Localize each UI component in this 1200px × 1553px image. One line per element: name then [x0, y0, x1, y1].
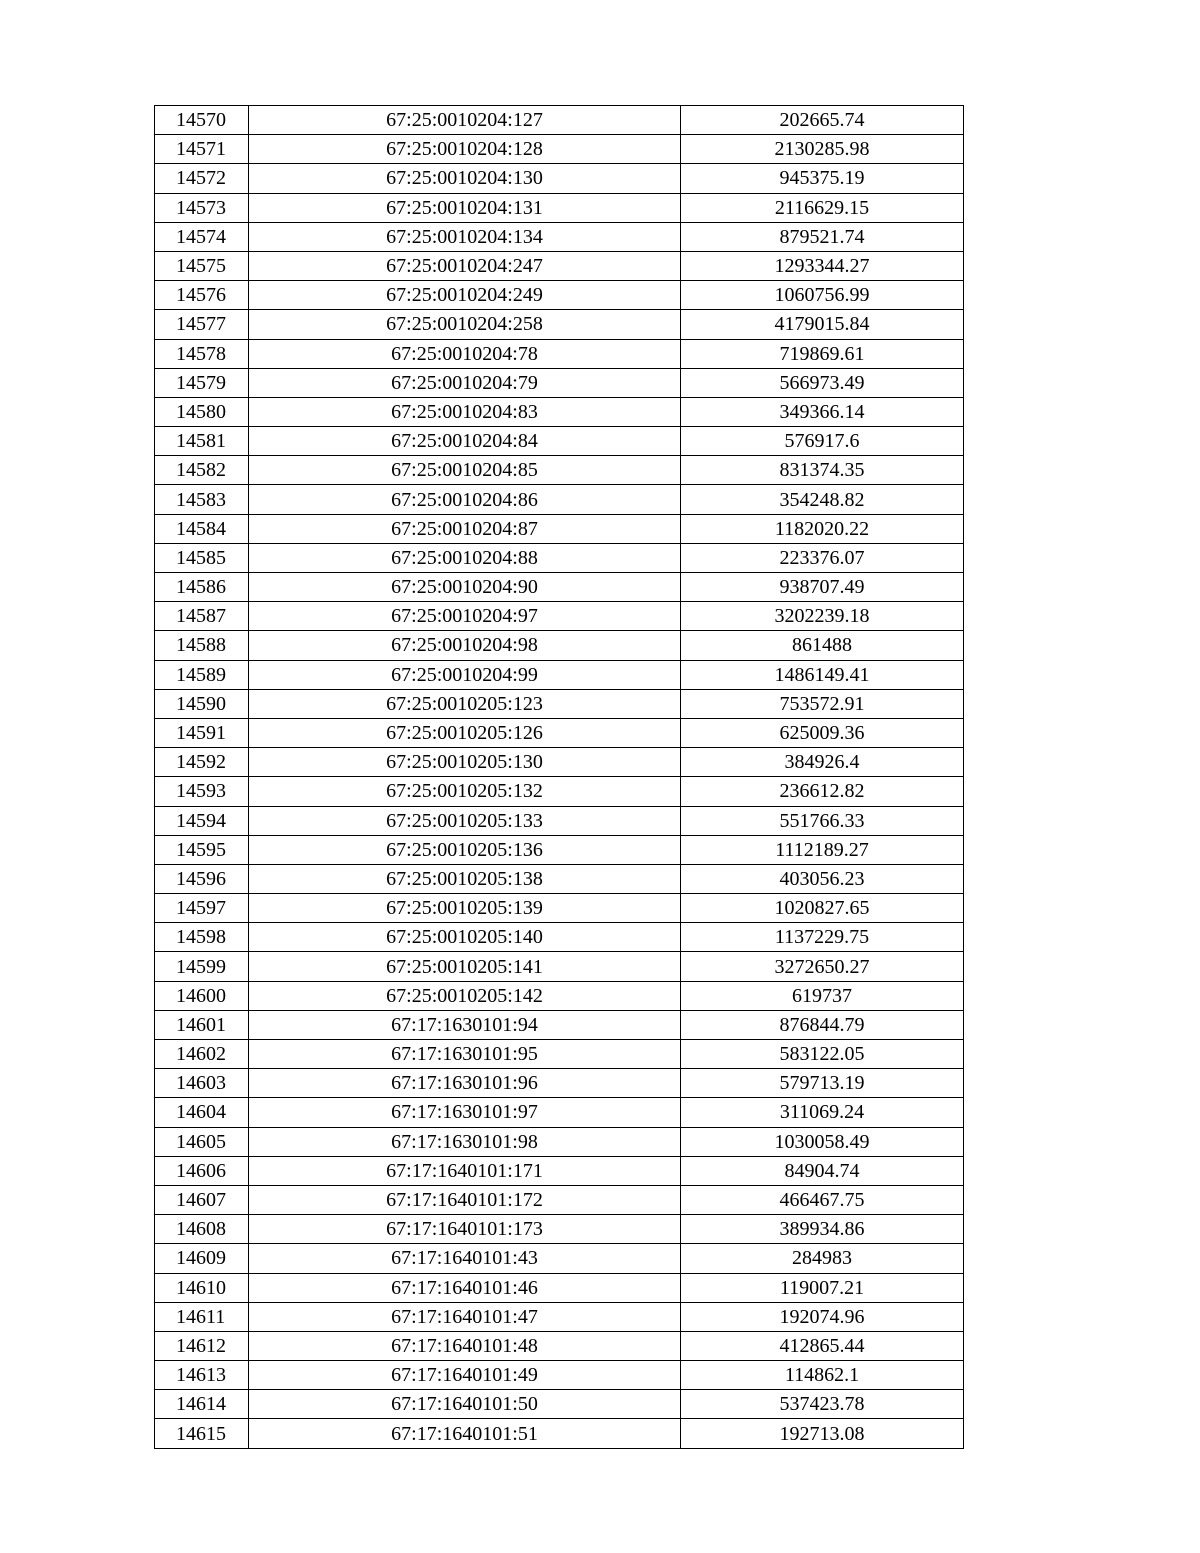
- cadastral-number-cell: 67:17:1640101:172: [249, 1185, 681, 1214]
- cadastral-value-cell: 2116629.15: [681, 193, 964, 222]
- table-row: [155, 923, 964, 952]
- cadastral-value-cell: 284983: [681, 1244, 964, 1273]
- cadastral-number-cell: 67:25:0010205:141: [249, 952, 681, 981]
- table-row: [155, 222, 964, 251]
- cadastral-value-cell: 879521.74: [681, 222, 964, 251]
- cadastral-number-cell: 67:25:0010205:136: [249, 835, 681, 864]
- cadastral-value-cell: 1030058.49: [681, 1127, 964, 1156]
- cadastral-number-cell: 67:17:1640101:46: [249, 1273, 681, 1302]
- cadastral-number-cell: 67:25:0010205:133: [249, 806, 681, 835]
- table-row: [155, 894, 964, 923]
- row-number-cell: 14610: [155, 1273, 249, 1302]
- cadastral-value-cell: 619737: [681, 981, 964, 1010]
- cadastral-number-cell: 67:25:0010204:249: [249, 281, 681, 310]
- cadastral-value-cell: 192713.08: [681, 1419, 964, 1448]
- cadastral-number-cell: 67:25:0010205:139: [249, 894, 681, 923]
- row-number-cell: 14601: [155, 1010, 249, 1039]
- table-row: [155, 514, 964, 543]
- row-number-cell: 14579: [155, 368, 249, 397]
- table-row: [155, 251, 964, 280]
- cadastral-value-cell: 311069.24: [681, 1098, 964, 1127]
- table-row: [155, 456, 964, 485]
- cadastral-number-cell: 67:25:0010204:88: [249, 543, 681, 572]
- table-row: [155, 135, 964, 164]
- cadastral-value-cell: 831374.35: [681, 456, 964, 485]
- row-number-cell: 14582: [155, 456, 249, 485]
- cadastral-number-cell: 67:25:0010204:131: [249, 193, 681, 222]
- cadastral-value-cell: 625009.36: [681, 718, 964, 747]
- cadastral-number-cell: 67:25:0010204:84: [249, 427, 681, 456]
- cadastral-value-cell: 412865.44: [681, 1331, 964, 1360]
- row-number-cell: 14603: [155, 1069, 249, 1098]
- table-row: [155, 777, 964, 806]
- cadastral-number-cell: 67:25:0010204:78: [249, 339, 681, 368]
- table-body: [155, 106, 964, 1449]
- cadastral-number-cell: 67:17:1640101:171: [249, 1156, 681, 1185]
- row-number-cell: 14578: [155, 339, 249, 368]
- cadastral-number-cell: 67:25:0010205:132: [249, 777, 681, 806]
- row-number-cell: 14604: [155, 1098, 249, 1127]
- row-number-cell: 14594: [155, 806, 249, 835]
- row-number-cell: 14615: [155, 1419, 249, 1448]
- row-number-cell: 14585: [155, 543, 249, 572]
- table-row: [155, 1419, 964, 1448]
- cadastral-number-cell: 67:25:0010204:79: [249, 368, 681, 397]
- row-number-cell: 14614: [155, 1390, 249, 1419]
- cadastral-value-cell: 2130285.98: [681, 135, 964, 164]
- cadastral-value-cell: 945375.19: [681, 164, 964, 193]
- cadastral-number-cell: 67:25:0010204:87: [249, 514, 681, 543]
- cadastral-value-cell: 1020827.65: [681, 894, 964, 923]
- cadastral-number-cell: 67:25:0010204:83: [249, 397, 681, 426]
- row-number-cell: 14571: [155, 135, 249, 164]
- cadastral-number-cell: 67:17:1640101:50: [249, 1390, 681, 1419]
- cadastral-number-cell: 67:25:0010204:86: [249, 485, 681, 514]
- table-row: [155, 952, 964, 981]
- table-row: [155, 427, 964, 456]
- table-row: [155, 1098, 964, 1127]
- table-row: [155, 718, 964, 747]
- cadastral-value-cell: 466467.75: [681, 1185, 964, 1214]
- row-number-cell: 14591: [155, 718, 249, 747]
- cadastral-number-cell: 67:17:1640101:43: [249, 1244, 681, 1273]
- cadastral-value-cell: 223376.07: [681, 543, 964, 572]
- cadastral-value-cell: 354248.82: [681, 485, 964, 514]
- cadastral-value-cell: 4179015.84: [681, 310, 964, 339]
- cadastral-number-cell: 67:25:0010204:90: [249, 573, 681, 602]
- row-number-cell: 14592: [155, 748, 249, 777]
- table-row: [155, 835, 964, 864]
- cadastral-number-cell: 67:25:0010204:127: [249, 106, 681, 135]
- cadastral-value-cell: 551766.33: [681, 806, 964, 835]
- table-row: [155, 339, 964, 368]
- cadastral-number-cell: 67:25:0010205:126: [249, 718, 681, 747]
- cadastral-value-cell: 3202239.18: [681, 602, 964, 631]
- row-number-cell: 14570: [155, 106, 249, 135]
- table-row: [155, 310, 964, 339]
- table-row: [155, 602, 964, 631]
- cadastral-value-cell: 84904.74: [681, 1156, 964, 1185]
- cadastral-number-cell: 67:25:0010204:99: [249, 660, 681, 689]
- table-row: [155, 397, 964, 426]
- table-row: [155, 573, 964, 602]
- row-number-cell: 14609: [155, 1244, 249, 1273]
- cadastral-value-cell: 1182020.22: [681, 514, 964, 543]
- table-row: [155, 485, 964, 514]
- cadastral-number-cell: 67:17:1640101:48: [249, 1331, 681, 1360]
- row-number-cell: 14598: [155, 923, 249, 952]
- cadastral-value-cell: 753572.91: [681, 689, 964, 718]
- row-number-cell: 14573: [155, 193, 249, 222]
- row-number-cell: 14600: [155, 981, 249, 1010]
- cadastral-number-cell: 67:25:0010205:140: [249, 923, 681, 952]
- cadastral-number-cell: 67:25:0010205:138: [249, 864, 681, 893]
- row-number-cell: 14595: [155, 835, 249, 864]
- cadastral-value-cell: 1112189.27: [681, 835, 964, 864]
- row-number-cell: 14607: [155, 1185, 249, 1214]
- table-row: [155, 543, 964, 572]
- cadastral-value-cell: 579713.19: [681, 1069, 964, 1098]
- cadastral-number-cell: 67:25:0010204:97: [249, 602, 681, 631]
- cadastral-number-cell: 67:25:0010204:128: [249, 135, 681, 164]
- cadastral-value-cell: 192074.96: [681, 1302, 964, 1331]
- table-row: [155, 1156, 964, 1185]
- cadastral-number-cell: 67:17:1640101:51: [249, 1419, 681, 1448]
- cadastral-value-cell: 583122.05: [681, 1040, 964, 1069]
- row-number-cell: 14613: [155, 1361, 249, 1390]
- cadastral-number-cell: 67:25:0010204:85: [249, 456, 681, 485]
- table-row: [155, 660, 964, 689]
- table-row: [155, 1244, 964, 1273]
- row-number-cell: 14596: [155, 864, 249, 893]
- cadastral-value-cell: 537423.78: [681, 1390, 964, 1419]
- row-number-cell: 14588: [155, 631, 249, 660]
- row-number-cell: 14606: [155, 1156, 249, 1185]
- table-row: [155, 281, 964, 310]
- cadastral-value-cell: 576917.6: [681, 427, 964, 456]
- table-row: [155, 1273, 964, 1302]
- cadastral-value-cell: 1137229.75: [681, 923, 964, 952]
- table-row: [155, 1010, 964, 1039]
- row-number-cell: 14587: [155, 602, 249, 631]
- row-number-cell: 14589: [155, 660, 249, 689]
- row-number-cell: 14583: [155, 485, 249, 514]
- cadastral-number-cell: 67:17:1630101:94: [249, 1010, 681, 1039]
- table-row: [155, 1069, 964, 1098]
- table-row: [155, 164, 964, 193]
- cadastral-value-cell: 1293344.27: [681, 251, 964, 280]
- cadastral-number-cell: 67:25:0010204:247: [249, 251, 681, 280]
- cadastral-number-cell: 67:25:0010205:142: [249, 981, 681, 1010]
- row-number-cell: 14580: [155, 397, 249, 426]
- table-row: [155, 981, 964, 1010]
- cadastral-number-cell: 67:17:1640101:173: [249, 1215, 681, 1244]
- cadastral-value-cell: 1486149.41: [681, 660, 964, 689]
- cadastral-number-cell: 67:25:0010204:258: [249, 310, 681, 339]
- cadastral-number-cell: 67:17:1630101:96: [249, 1069, 681, 1098]
- document-page: [154, 105, 964, 1449]
- table-row: [155, 1390, 964, 1419]
- table-row: [155, 748, 964, 777]
- table-row: [155, 1215, 964, 1244]
- table-row: [155, 631, 964, 660]
- table-row: [155, 106, 964, 135]
- cadastral-number-cell: 67:17:1630101:97: [249, 1098, 681, 1127]
- cadastral-value-cell: 384926.4: [681, 748, 964, 777]
- cadastral-value-cell: 1060756.99: [681, 281, 964, 310]
- table-row: [155, 1185, 964, 1214]
- cadastral-value-table: [154, 105, 964, 1449]
- cadastral-number-cell: 67:17:1630101:98: [249, 1127, 681, 1156]
- row-number-cell: 14581: [155, 427, 249, 456]
- row-number-cell: 14574: [155, 222, 249, 251]
- cadastral-number-cell: 67:25:0010205:123: [249, 689, 681, 718]
- cadastral-number-cell: 67:17:1640101:47: [249, 1302, 681, 1331]
- row-number-cell: 14602: [155, 1040, 249, 1069]
- row-number-cell: 14575: [155, 251, 249, 280]
- table-row: [155, 1127, 964, 1156]
- cadastral-value-cell: 876844.79: [681, 1010, 964, 1039]
- cadastral-number-cell: 67:17:1640101:49: [249, 1361, 681, 1390]
- table-row: [155, 193, 964, 222]
- row-number-cell: 14611: [155, 1302, 249, 1331]
- table-row: [155, 1331, 964, 1360]
- table-row: [155, 1302, 964, 1331]
- cadastral-number-cell: 67:17:1630101:95: [249, 1040, 681, 1069]
- table-row: [155, 368, 964, 397]
- row-number-cell: 14576: [155, 281, 249, 310]
- row-number-cell: 14572: [155, 164, 249, 193]
- row-number-cell: 14597: [155, 894, 249, 923]
- cadastral-value-cell: 719869.61: [681, 339, 964, 368]
- cadastral-value-cell: 861488: [681, 631, 964, 660]
- row-number-cell: 14586: [155, 573, 249, 602]
- row-number-cell: 14584: [155, 514, 249, 543]
- row-number-cell: 14612: [155, 1331, 249, 1360]
- table-row: [155, 1040, 964, 1069]
- row-number-cell: 14593: [155, 777, 249, 806]
- cadastral-number-cell: 67:25:0010204:134: [249, 222, 681, 251]
- cadastral-value-cell: 938707.49: [681, 573, 964, 602]
- cadastral-value-cell: 3272650.27: [681, 952, 964, 981]
- table-row: [155, 864, 964, 893]
- cadastral-value-cell: 236612.82: [681, 777, 964, 806]
- table-row: [155, 806, 964, 835]
- cadastral-number-cell: 67:25:0010204:98: [249, 631, 681, 660]
- row-number-cell: 14605: [155, 1127, 249, 1156]
- cadastral-value-cell: 349366.14: [681, 397, 964, 426]
- cadastral-value-cell: 119007.21: [681, 1273, 964, 1302]
- row-number-cell: 14590: [155, 689, 249, 718]
- cadastral-number-cell: 67:25:0010205:130: [249, 748, 681, 777]
- row-number-cell: 14608: [155, 1215, 249, 1244]
- cadastral-value-cell: 202665.74: [681, 106, 964, 135]
- table-row: [155, 1361, 964, 1390]
- row-number-cell: 14577: [155, 310, 249, 339]
- cadastral-value-cell: 114862.1: [681, 1361, 964, 1390]
- table-row: [155, 689, 964, 718]
- cadastral-value-cell: 403056.23: [681, 864, 964, 893]
- cadastral-value-cell: 566973.49: [681, 368, 964, 397]
- cadastral-number-cell: 67:25:0010204:130: [249, 164, 681, 193]
- cadastral-value-cell: 389934.86: [681, 1215, 964, 1244]
- row-number-cell: 14599: [155, 952, 249, 981]
